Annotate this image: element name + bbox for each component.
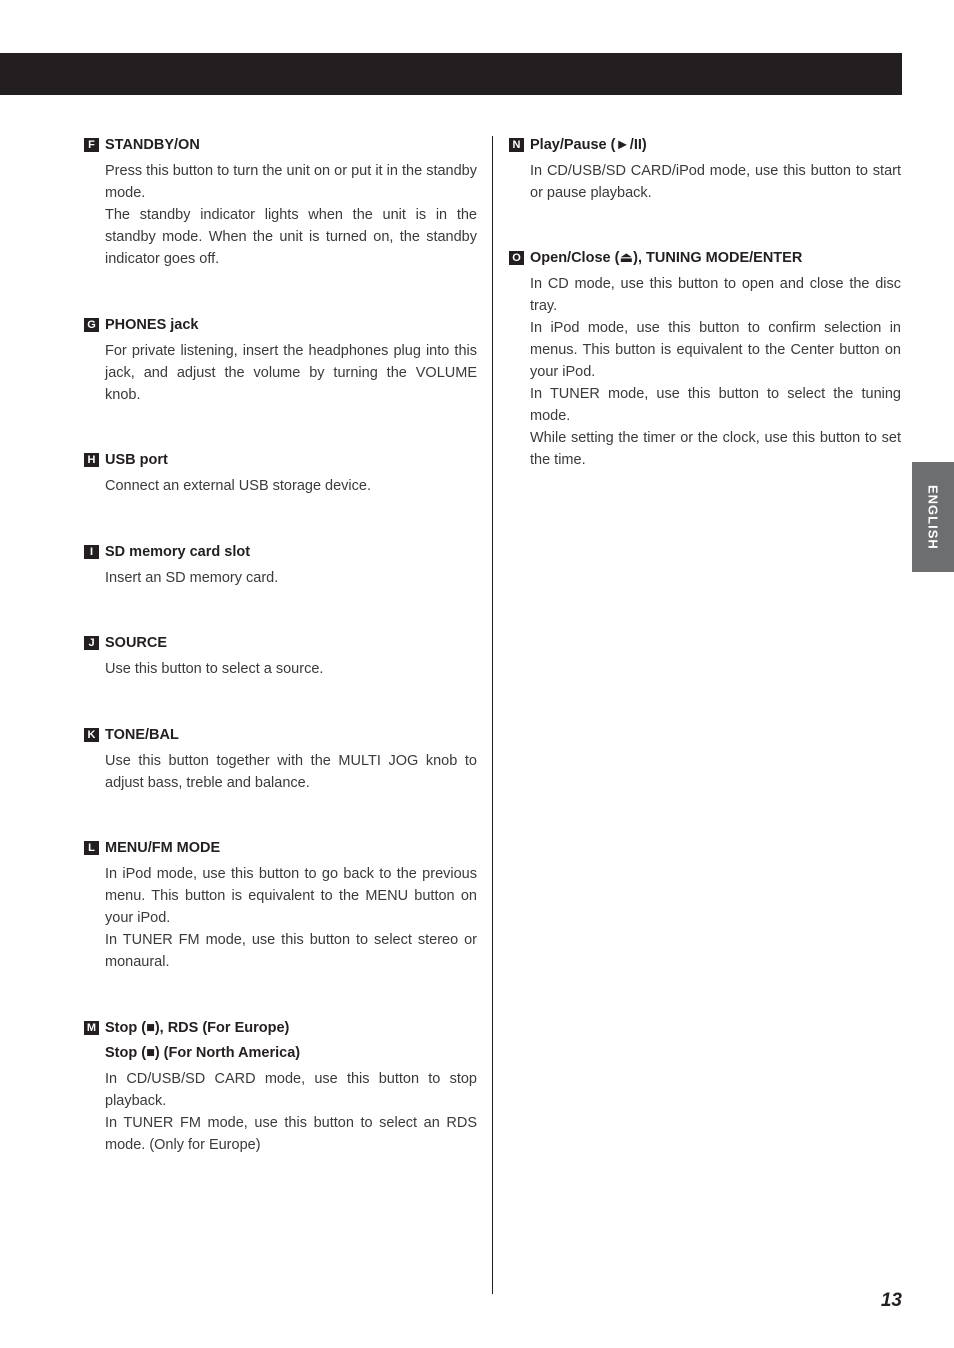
section-menu-fm-mode xyxy=(84,839,477,973)
section-paragraph: Use this button to select a source. xyxy=(105,661,324,677)
section-paragraph: In CD/USB/SD CARD mode, use this button to stop playback. xyxy=(105,1071,477,1109)
section-paragraph: Use this button together with the MULTI JOG knob to adjust bass, treble and balance. xyxy=(105,753,477,791)
section-source xyxy=(84,634,477,680)
section-paragraph: In iPod mode, use this button to confirm selection in menus. This button is equivalent to the Center button on your iPod. xyxy=(530,320,901,380)
section-title: MENU/FM MODE xyxy=(105,840,221,856)
section-paragraph: In iPod mode, use this button to go back to the previous menu. This button is equivalent to the MENU button on your iPod. xyxy=(105,866,477,926)
section-paragraph: In TUNER FM mode, use this button to select stereo or monaural. xyxy=(105,932,477,970)
section-play-pause xyxy=(509,136,901,204)
section-subtitle: Stop (■) (For North America) xyxy=(105,1045,301,1061)
section-badge: I xyxy=(84,545,99,559)
section-open-close xyxy=(509,249,901,471)
section-paragraph: In TUNER FM mode, use this button to select an RDS mode. (Only for Europe) xyxy=(105,1115,477,1153)
section-title: TONE/BAL xyxy=(105,727,179,743)
column-divider xyxy=(492,136,493,1294)
language-label: ENGLISH xyxy=(925,484,941,550)
section-badge: L xyxy=(84,841,99,855)
section-badge: O xyxy=(509,251,524,265)
section-title: SD memory card slot xyxy=(105,544,251,560)
section-badge: M xyxy=(84,1021,99,1035)
section-title: PHONES jack xyxy=(105,317,199,333)
section-badge: N xyxy=(509,138,524,152)
section-paragraph: The standby indicator lights when the unit is in the standby mode. When the unit is turned on, the standby indicator goes off. xyxy=(105,207,477,267)
section-badge: J xyxy=(84,636,99,650)
page-number: 13 xyxy=(880,1290,902,1311)
section-paragraph: In CD/USB/SD CARD/iPod mode, use this button to start or pause playback. xyxy=(530,163,901,201)
language-side-tab xyxy=(912,462,954,572)
section-title: Open/Close (⏏), TUNING MODE/ENTER xyxy=(530,250,803,266)
section-standby-on xyxy=(84,136,477,270)
section-title: SOURCE xyxy=(105,635,168,651)
section-badge: G xyxy=(84,318,99,332)
section-title: USB port xyxy=(105,452,168,468)
section-paragraph: Connect an external USB storage device. xyxy=(105,478,371,494)
section-title: STANDBY/ON xyxy=(105,137,200,153)
section-paragraph: In CD mode, use this button to open and close the disc tray. xyxy=(530,276,901,314)
section-badge: F xyxy=(84,138,99,152)
section-sd-card-slot xyxy=(84,543,477,589)
header-bar xyxy=(0,53,902,95)
section-title: Play/Pause (►/II) xyxy=(530,137,647,153)
section-paragraph: For private listening, insert the headphones plug into this jack, and adjust the volume by turning the VOLUME knob. xyxy=(105,343,477,403)
section-usb-port xyxy=(84,451,477,497)
section-paragraph: Insert an SD memory card. xyxy=(105,570,279,586)
section-badge: K xyxy=(84,728,99,742)
section-paragraph: While setting the timer or the clock, use this button to set the time. xyxy=(530,430,901,468)
section-badge: H xyxy=(84,453,99,467)
section-phones-jack xyxy=(84,316,477,406)
section-paragraph: Press this button to turn the unit on or put it in the standby mode. xyxy=(105,163,477,201)
section-tone-bal xyxy=(84,726,477,794)
section-title: Stop (■), RDS (For Europe) xyxy=(105,1020,290,1036)
section-stop-rds xyxy=(84,1019,477,1156)
section-paragraph: In TUNER mode, use this button to select the tuning mode. xyxy=(530,386,901,424)
